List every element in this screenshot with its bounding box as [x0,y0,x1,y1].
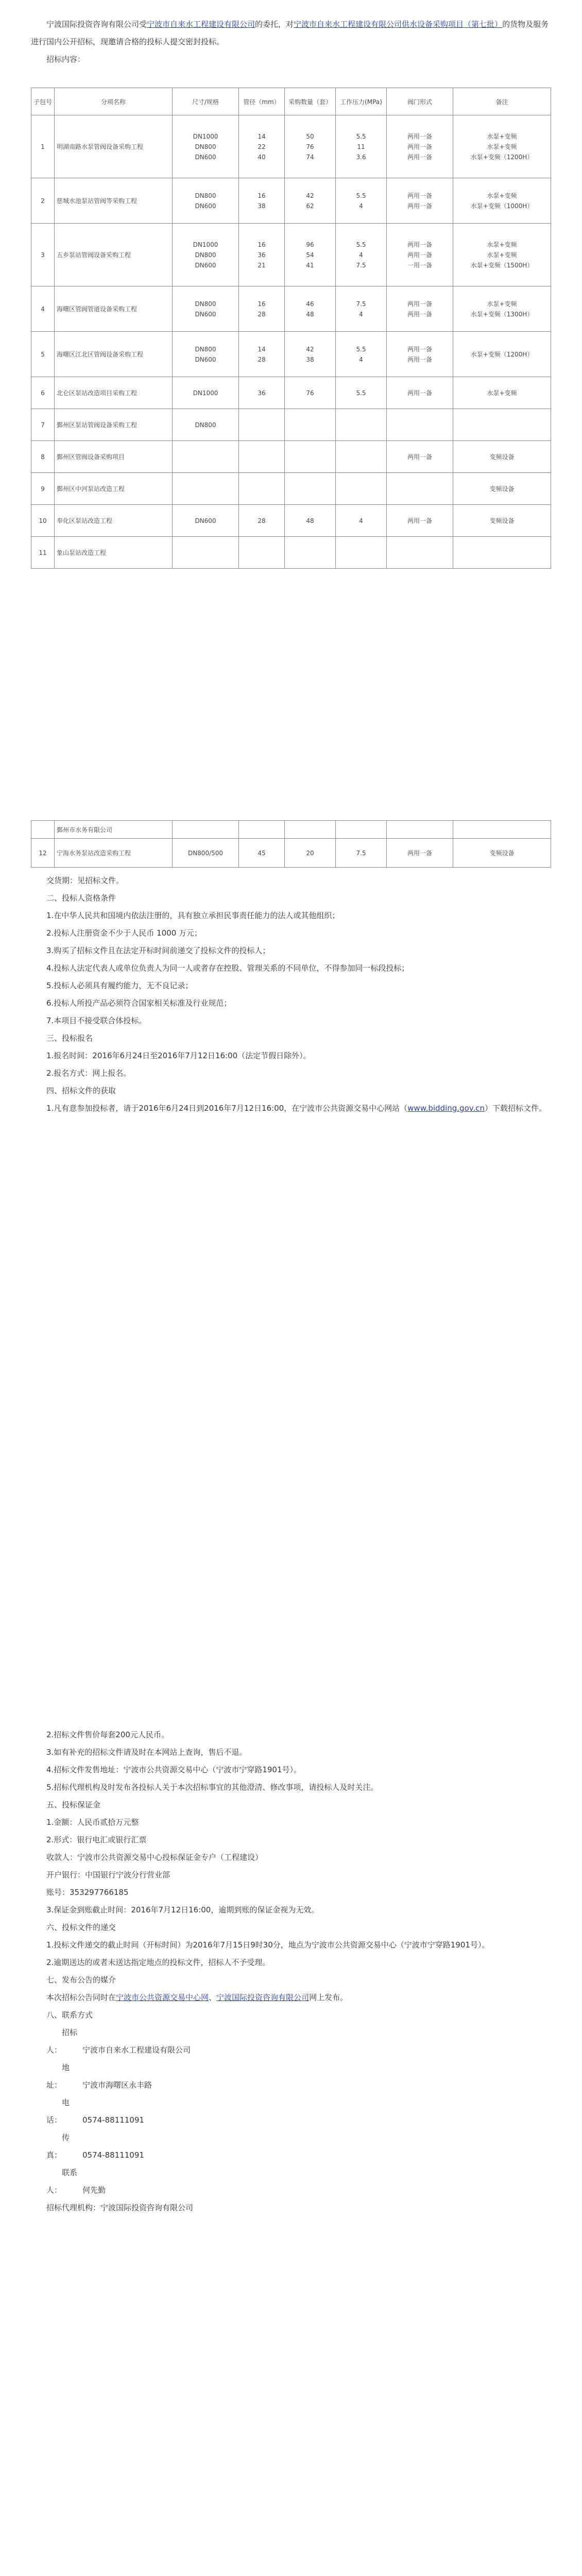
cell-type [387,224,453,286]
sec4-text-tail: ）下载招标文件。 [484,1104,546,1113]
table-row [31,505,551,537]
list-item: 2.投标人注册资金不少于人民币 1000 万元； [46,928,202,938]
cell-size [173,441,239,473]
cell-name [55,286,173,332]
cell-dia [239,537,285,569]
cell-text: 1 [41,143,45,150]
cell-pressure [336,441,387,473]
cell-pressure: 7.5 [336,839,387,868]
cell-pressure [336,286,387,332]
contact-value: 宁波市自来水工程建设有限公司 [82,2045,191,2055]
cell-text: 鄞州区中河泵站改造工程 [57,485,125,493]
cell-text: 五乡泵站管阀设备采购工程 [57,251,131,259]
cell-text: DN1000 [193,389,218,397]
cell-text: DN1000 DN800 DN600 [193,132,218,161]
sec7-text-b: 、 [209,1993,217,2002]
media-link-2[interactable]: 宁波国际投资咨询有限公司 [216,1993,310,2002]
sec7-text-c: 网上发布。 [309,1993,348,2002]
cell-qty [285,115,336,178]
cell-text: 76 [306,389,314,397]
cell-dia [239,441,285,473]
cell-text: 两用一备 两用一备 一用一备 [407,241,432,269]
table-row [31,332,551,377]
cell-pressure [336,473,387,505]
intro-text-a: 宁波国际投资咨询有限公司受 [46,20,147,29]
cell-size [173,409,239,441]
cell-name [55,377,173,409]
list-item: 4.投标人法定代表人或单位负责人为同一人或者存在控股、管理关系的不同单位，不得参加同一标段投标； [46,963,409,973]
cell-note [453,332,551,377]
cell-no [31,332,55,377]
cell-qty: 20 [285,839,336,868]
bid-table-header-row [31,88,551,115]
contact-label: 招标人： [46,2028,78,2055]
col-header: 采购数量（套） [285,88,336,115]
cell-size [173,224,239,286]
cell-no [31,537,55,569]
cell-text: 11 [39,549,47,556]
cell-text: DN800 [195,421,216,429]
bid-table-wrap [31,88,551,569]
cell-text: 变频设备 [489,517,515,524]
section-title: 七、发布公告的媒介 [46,1975,116,1985]
cell-text: 48 [306,517,314,524]
cell-name [55,409,173,441]
contact-label: 联系人： [46,2168,78,2195]
cell-note [453,115,551,178]
cell-note [453,178,551,224]
sec7-text-a: 本次招标公告同时在 [46,1993,116,2002]
cell-no [31,409,55,441]
cell-text: DN1000 DN800 DN600 [193,241,218,269]
cell-note [453,409,551,441]
contact-value: 何先勤 [82,2185,106,2195]
cell-pressure [336,505,387,537]
cell-text: 变频设备 [489,453,515,461]
cell-text: 9 [41,485,45,493]
cell-text: 4 [359,517,363,524]
intro-text-b: 的委托，对 [255,20,294,29]
sec4-item-1 [31,1099,551,1117]
cell-text: 36 [258,389,266,397]
body-sections-b [31,1726,551,2216]
cell-name [55,441,173,473]
cell-qty [285,441,336,473]
list-item: 4.招标文件发售地址：宁波市公共资源交易中心（宁波市宁穿路1901号）。 [46,1765,301,1774]
col-header: 管径（mm） [239,88,285,115]
cell-text: 28 [258,517,266,524]
cell-text: 50 76 74 [306,132,314,161]
contact-label: 电话： [46,2098,70,2125]
cell-text: 慈城水池泵站管阀等采购工程 [57,197,138,205]
contact-agent [31,2199,551,2216]
cell-text: 海曙区江北区管阀设备采购工程 [57,350,144,358]
cell-name [55,178,173,224]
cell-text: 两用一备 [407,389,432,397]
cell-text: 16 36 21 [258,241,266,269]
table-row [31,224,551,286]
col-header: 阀门形式 [387,88,453,115]
section-title: 五、投标保证金 [46,1800,101,1809]
cell-text: 42 62 [306,192,314,210]
table-row [31,377,551,409]
cell-name [55,115,173,178]
cell-text: 42 38 [306,345,314,363]
cell-dia [239,224,285,286]
col-header: 尺寸/规格 [173,88,239,115]
cell-text: 7 [41,421,45,429]
cell-text: 水泵+变频 [487,389,517,397]
bidding-site-link[interactable]: www.bidding.gov.cn [407,1104,485,1113]
agency-link-2[interactable]: 宁波市自来水工程建设有限公司供水设备采购项目（第七批） [294,20,503,29]
cell-pressure [336,178,387,224]
list-item: 7.本项目不接受联合体投标。 [46,1016,147,1025]
cell-no [31,286,55,332]
list-item: 2.逾期送达的或者未送达指定地点的投标文件，招标人不予受理。 [46,1958,270,1967]
contact-fax [31,2129,551,2164]
contact-address [31,2059,551,2094]
cell-text: 5.5 4 [356,192,366,210]
cell-text: 5.5 4 [356,345,366,363]
contact-label: 传真： [46,2133,70,2160]
cell-qty [285,224,336,286]
delivery-text: 交货期：见招标文件。 [46,876,124,885]
cell-text: 两用一备 两用一备 [407,300,432,318]
contact-value: 宁波市海曙区永丰路 [82,2080,152,2090]
cell-size [173,537,239,569]
cell-size [173,286,239,332]
contact-label: 招标代理机构： [46,2203,101,2212]
contact-tenderer [31,2024,551,2059]
cell-text: 象山泵站改造工程 [57,549,107,556]
cell-text: 7.5 4 [356,300,366,318]
cell-no [31,377,55,409]
cell-qty [285,537,336,569]
cell-text: 北仑区泵站改造项目采购工程 [57,389,138,397]
list-item: 开户银行：中国银行宁波分行营业部 [46,1870,170,1879]
cell-text: 变频设备 [489,485,515,493]
list-item: 5.投标人必须具有履约能力，无不良记录； [46,981,193,990]
table-row [31,821,551,839]
col-header: 工作压力(MPa) [336,88,387,115]
cell-dia: 45 [239,839,285,868]
cell-text: 3 [41,251,45,259]
list-item: 收款人：宁波市公共资源交易中心投标保证金专户（工程建设） [46,1853,263,1862]
contact-value: 0574-88111091 [82,2115,144,2125]
cell-type [387,441,453,473]
cell-text: DN800 DN600 [195,345,216,363]
cell-text: 46 48 [306,300,314,318]
contact-value: 宁波国际投资咨询有限公司 [100,2203,194,2212]
intro-text-c: 的货物及服务进行国内公开招标，现邀请合格的投标人提交密封投标。 [31,20,549,46]
cell-note [453,441,551,473]
cell-no [31,441,55,473]
cell-text: 两用一备 两用一备 [407,192,432,210]
cell-text: 5 [41,350,45,358]
cell-type [387,409,453,441]
cell-text: DN600 [195,517,216,524]
cell-continued-note: 鄞州市水务有限公司 [55,821,173,839]
cell-qty [285,473,336,505]
cell-text: 海曙区管阀管道设备采购工程 [57,305,138,313]
sec4-text: 1.凡有意参加投标者，请于2016年6月24日到2016年7月12日16:00，在宁波市公共资源交易中心网站（ [46,1104,408,1113]
list-item: 3.购买了招标文件且在法定开标时间前递交了投标文件的投标人； [46,946,270,955]
cell-text: 8 [41,453,45,461]
cell-dia [239,409,285,441]
cell-text: 6 [41,389,45,397]
cell-text: 5.5 11 3.6 [356,132,366,161]
cell-text: 鄞州区管阀设备采购项目 [57,453,125,461]
cell-note [453,473,551,505]
cell-text: 4 [41,305,45,313]
cell-type: 两用一备 [387,839,453,868]
cell-qty [285,286,336,332]
list-item: 1.在中华人民共和国境内依法注册的，具有独立承担民事责任能力的法人或其他组织； [46,911,340,920]
cell-pressure [336,224,387,286]
list-item: 3.如有补充的招标文件请及时在本网站上查询，售后不退。 [46,1748,247,1757]
list-item: 5.招标代理机构及时发布各投标人关于本次招标事宜的其他澄清、修改事项，请投标人及时关注。 [46,1783,379,1792]
cell-name: 宁海水务泵站改造采购工程 [55,839,173,868]
media-link-1[interactable]: 宁波市公共资源交易中心网 [116,1993,209,2002]
cell-text: 两用一备 [407,453,432,461]
section-title: 四、招标文件的获取 [46,1086,116,1095]
cell-name [55,224,173,286]
list-item: 2.报名方式：网上报名。 [46,1069,131,1078]
cell-text: 14 22 40 [258,132,266,161]
body-sections-a [31,872,551,1117]
summary-label: 招标内容： [46,55,85,64]
cell-type [387,537,453,569]
contact-phone [31,2094,551,2129]
cell-note [453,286,551,332]
cell-text: 水泵+变频 水泵+变频（1300H） [470,300,534,318]
cell-text: 明湖南路水泵管阀设备采购工程 [57,143,144,150]
cell-no [31,473,55,505]
intro-paragraph [31,15,551,50]
cell-dia [239,115,285,178]
cell-no [31,115,55,178]
section-title: 六、投标文件的递交 [46,1923,116,1932]
cell-pressure [336,537,387,569]
cell-text: 5.5 [356,389,366,397]
intro-block [31,15,551,68]
cell-text: 两用一备 两用一备 [407,345,432,363]
cell-size [173,115,239,178]
contact-person [31,2164,551,2199]
cell-name [55,332,173,377]
list-item: 6.投标人所投产品必须符合国家相关标准及行业规范； [46,998,232,1008]
cell-pressure [336,377,387,409]
cell-dia [239,473,285,505]
table-row [31,115,551,178]
table-row [31,286,551,332]
cell-name [55,473,173,505]
table-row [31,839,551,868]
cell-note [453,377,551,409]
cell-dia [239,377,285,409]
bid-table-continued [31,820,551,868]
bid-table-2 [31,820,551,868]
cell-dia [239,505,285,537]
cell-size [173,505,239,537]
cell-no [31,178,55,224]
cell-size [173,178,239,224]
cell-type [387,178,453,224]
cell-text: 奉化区泵站改造工程 [57,517,113,524]
cell-text: 14 28 [258,345,266,363]
list-item: 1.投标文件递交的截止时间（开标时间）为2016年7月15日9时30分，地点为宁波市公共资源交易中心（宁波市宁穿路1901号）。 [46,1940,490,1950]
cell-text: 16 38 [258,192,266,210]
cell-text: 16 28 [258,300,266,318]
cell-size [173,332,239,377]
table-row [31,441,551,473]
cell-no [31,505,55,537]
cell-text: 水泵+变频 水泵+变频（1000H） [470,192,534,210]
table-row [31,178,551,224]
cell-note: 变频设备 [453,839,551,868]
cell-size: DN800/500 [173,839,239,868]
cell-no [31,224,55,286]
cell-name [55,505,173,537]
list-item: 3.保证金到账截止时间：2016年7月12日16:00，逾期到账的保证金视为无效。 [46,1905,319,1914]
cell-size [173,473,239,505]
section-title: 三、投标报名 [46,1033,93,1043]
cell-text: 2 [41,197,45,205]
cell-text: DN800 DN600 [195,192,216,210]
list-item: 账号：353297766185 [46,1888,129,1897]
cell-text: 水泵+变频（1200H） [470,350,534,358]
sec7-paragraph [31,1989,551,2006]
cell-type [387,286,453,332]
cell-qty [285,377,336,409]
cell-pressure [336,332,387,377]
col-header: 子包号 [31,88,55,115]
col-header: 备注 [453,88,551,115]
cell-qty [285,409,336,441]
table-row [31,473,551,505]
table-row [31,537,551,569]
cell-text: 水泵+变频 水泵+变频 水泵+变频（1500H） [470,241,534,269]
contact-label: 地址： [46,2063,70,2090]
cell-qty [285,505,336,537]
cell-type [387,332,453,377]
cell-text: 5.5 4 7.5 [356,241,366,269]
cell-qty [285,178,336,224]
cell-qty [285,332,336,377]
cell-pressure [336,409,387,441]
section-title: 二、投标人资格条件 [46,893,116,903]
cell-name [55,537,173,569]
agency-link-1[interactable]: 宁波市自来水工程建设有限公司 [147,20,255,29]
list-item: 2.招标文件售价每套200元人民币。 [46,1730,169,1739]
bid-table [31,88,551,569]
cell-note [453,224,551,286]
cell-size [173,377,239,409]
contact-value: 0574-88111091 [82,2150,144,2160]
cell-type [387,505,453,537]
cell-note [453,505,551,537]
cell-text: 10 [39,517,47,524]
section-title: 八、联系方式 [46,2010,93,2020]
cell-type [387,473,453,505]
col-header: 分项名称 [55,88,173,115]
table-row [31,409,551,441]
list-item: 2.形式：银行电汇或银行汇票 [46,1835,147,1844]
cell-note [453,537,551,569]
cell-pressure [336,115,387,178]
cell-text: 两用一备 [407,517,432,524]
cell-type [387,377,453,409]
cell-text: 两用一备 两用一备 两用一备 [407,132,432,161]
list-item: 1.报名时间：2016年6月24日至2016年7月12日16:00（法定节假日除外）。 [46,1051,311,1060]
cell-dia [239,178,285,224]
cell-text: 鄞州区泵站管阀设备采购工程 [57,421,138,429]
cell-dia [239,332,285,377]
list-item: 1.金额：人民币贰拾万元整 [46,1818,139,1827]
cell-text: 水泵+变频 水泵+变频 水泵+变频（1200H） [470,132,534,161]
cell-text: 96 54 41 [306,241,314,269]
cell-text: DN800 DN600 [195,300,216,318]
cell-dia [239,286,285,332]
cell-type [387,115,453,178]
cell-no: 12 [31,839,55,868]
